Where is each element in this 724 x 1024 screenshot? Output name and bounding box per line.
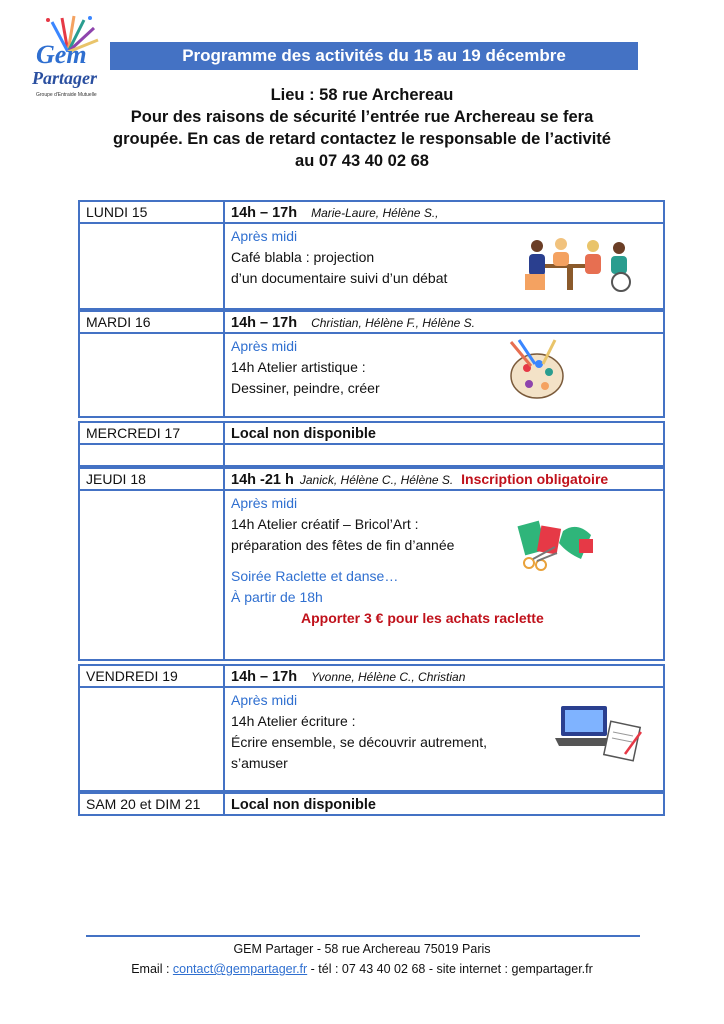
empty-cell: [80, 224, 225, 308]
activity-line2: d’un documentaire suivi d’un débat: [231, 270, 448, 286]
empty-cell: [80, 491, 225, 659]
intro-line2: Pour des raisons de sécurité l’entrée rue Archereau se fera: [130, 108, 594, 126]
crafts-scissors-icon: [515, 517, 601, 571]
activity-line2: Dessiner, peindre, créer: [231, 380, 380, 396]
tuesday-detail-cell: [225, 334, 663, 416]
staff-names: Janick, Hélène C., Hélène S.: [299, 473, 454, 487]
empty-cell: [225, 445, 663, 465]
period: Après midi: [231, 495, 298, 511]
day-label: LUNDI 15: [80, 202, 225, 222]
activity-line1: 14h Atelier créatif – Bricol’Art :: [231, 516, 419, 532]
activity-line1: 14h Atelier écriture :: [231, 713, 356, 729]
thursday-header-row: [78, 467, 665, 491]
activity-line3: s’amuser: [231, 755, 288, 771]
monday-hours-cell: [225, 202, 663, 222]
footer-contact: [0, 962, 724, 976]
day-label: JEUDI 18: [80, 469, 225, 489]
period: Après midi: [231, 692, 298, 708]
staff-names: Yvonne, Hélène C., Christian: [311, 670, 466, 684]
logo-subtitle: Groupe d'Entraide Mutuelle: [36, 92, 97, 98]
wednesday-row: [78, 421, 665, 445]
evening-line1: Soirée Raclette et danse…: [231, 568, 399, 584]
monday-header-row: [78, 200, 665, 224]
thursday-hours-cell: [225, 469, 663, 489]
email-label: Email :: [131, 962, 173, 976]
empty-cell: [80, 445, 225, 465]
monday-detail-row: [78, 224, 665, 310]
friday-hours-cell: [225, 666, 663, 686]
tuesday-hours-cell: [225, 312, 663, 332]
hours: 14h -21 h: [231, 472, 294, 488]
day-label: VENDREDI 19: [80, 666, 225, 686]
wednesday-status-cell: [225, 423, 663, 443]
weekend-row: [78, 792, 665, 816]
registration-notice: Inscription obligatoire: [461, 471, 609, 487]
intro-block: [60, 84, 664, 172]
logo-name-line2: Partager: [32, 68, 97, 88]
period: Après midi: [231, 338, 298, 354]
activity-line2: préparation des fêtes de fin d’année: [231, 537, 455, 553]
laptop-writing-icon: [555, 702, 645, 762]
monday-detail-cell: [225, 224, 663, 308]
friday-header-row: [78, 664, 665, 688]
empty-cell: [80, 688, 225, 790]
period: Après midi: [231, 228, 298, 244]
staff-names: Marie-Laure, Hélène S.,: [311, 206, 439, 220]
activity-line1: 14h Atelier artistique :: [231, 359, 366, 375]
staff-names: Christian, Hélène F., Hélène S.: [311, 316, 475, 330]
tuesday-detail-row: [78, 334, 665, 418]
wednesday-spacer-row: [78, 445, 665, 467]
status: Local non disponible: [231, 797, 376, 813]
email-link[interactable]: contact@gempartager.fr: [172, 962, 308, 976]
friday-detail-row: [78, 688, 665, 792]
hours: 14h – 17h: [231, 315, 298, 331]
title-banner: Programme des activités du 15 au 19 décembre: [110, 42, 638, 70]
friday-detail-cell: [225, 688, 663, 790]
day-label: MARDI 16: [80, 312, 225, 332]
footer-divider: [86, 935, 640, 937]
day-label: MERCREDI 17: [80, 423, 225, 443]
weekend-status-cell: [225, 794, 663, 814]
bring-notice: Apporter 3 € pour les achats raclette: [301, 610, 544, 626]
tuesday-header-row: [78, 310, 665, 334]
intro-location: Lieu : 58 rue Archereau: [270, 86, 454, 104]
hours: 14h – 17h: [231, 669, 298, 685]
schedule-table: [78, 200, 665, 816]
people-talking-icon: [521, 234, 637, 292]
hours: 14h – 17h: [231, 205, 298, 221]
activity-line2: Écrire ensemble, se découvrir autrement,: [231, 734, 487, 750]
logo-name-line1: Gem: [36, 40, 87, 69]
empty-cell: [80, 334, 225, 416]
thursday-detail-cell: [225, 491, 663, 659]
activity-line1: Café blabla : projection: [231, 249, 375, 265]
evening-line2: À partir de 18h: [231, 589, 323, 605]
thursday-detail-row: [78, 491, 665, 661]
intro-phone: au 07 43 40 02 68: [295, 152, 429, 170]
status: Local non disponible: [231, 426, 376, 442]
paint-palette-icon: [505, 338, 565, 400]
day-label: SAM 20 et DIM 21: [80, 794, 225, 814]
footer-contact-rest: - tél : 07 43 40 02 68 - site internet : gempartager.fr: [307, 962, 593, 976]
footer-address: GEM Partager - 58 rue Archereau 75019 Paris: [233, 942, 491, 956]
intro-line3: groupée. En cas de retard contactez le responsable de l’activité: [113, 130, 611, 148]
